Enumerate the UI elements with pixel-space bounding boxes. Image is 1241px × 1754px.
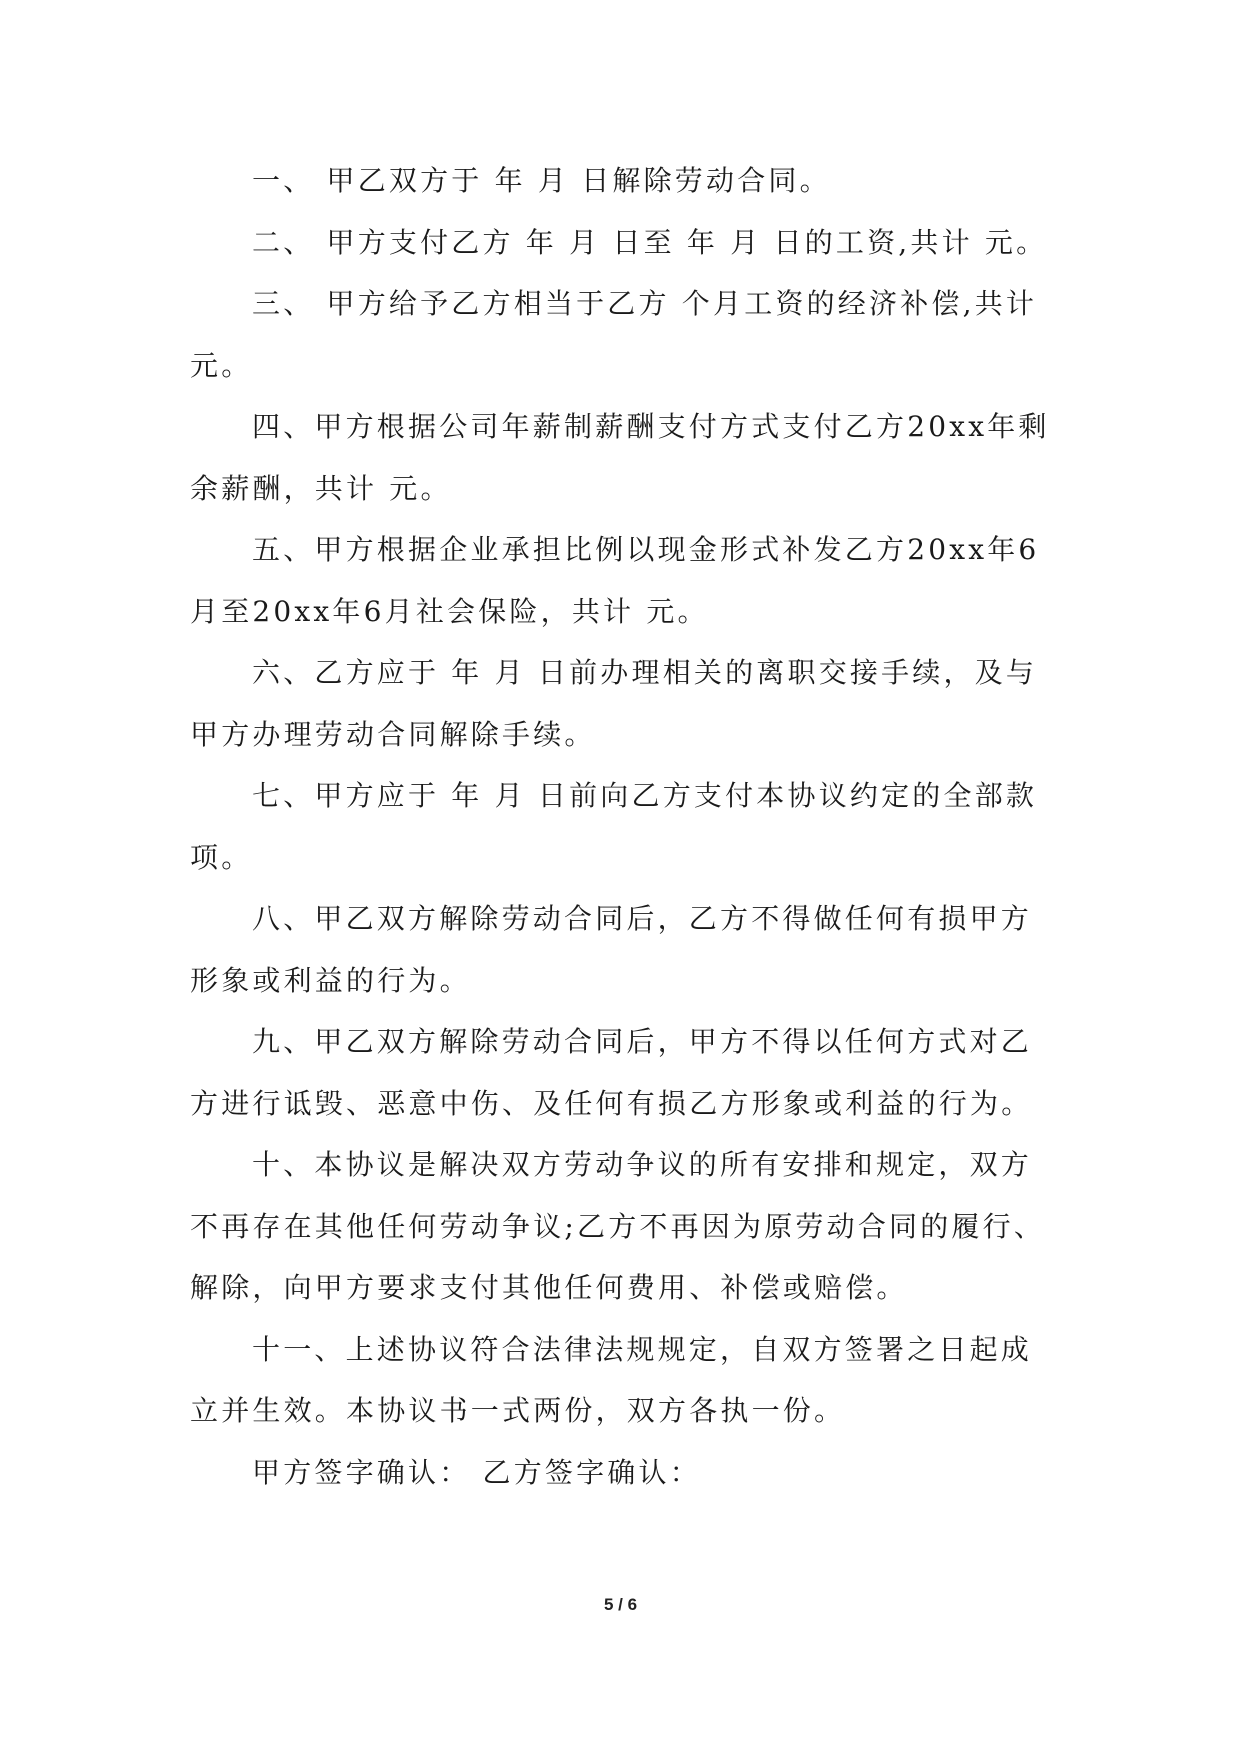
clause-6: 六、乙方应于 年 月 日前办理相关的离职交接手续，及与甲方办理劳动合同解除手续。 (190, 656, 1038, 751)
clause-2: 二、 甲方支付乙方 年 月 日至 年 月 日的工资,共计 元。 (252, 225, 1048, 259)
clause-4: 四、甲方根据公司年薪制薪酬支付方式支付乙方20xx年剩余薪酬，共计 元。 (190, 410, 1050, 505)
clause-9: 九、甲乙双方解除劳动合同后，甲方不得以任何方式对乙方进行诋毁、恶意中伤、及任何有损乙方形象或利益的行为。 (190, 1025, 1033, 1120)
clause-11: 十一、上述协议符合法律法规规定，自双方签署之日起成立并生效。本协议书一式两份，双方各执一份。 (190, 1332, 1033, 1427)
clause-8: 八、甲乙双方解除劳动合同后，乙方不得做任何有损甲方形象或利益的行为。 (190, 902, 1033, 997)
agreement-body (190, 150, 1060, 1503)
clause-5: 五、甲方根据企业承担比例以现金形式补发乙方20xx年6月至20xx年6月社会保险，共计 元。 (190, 533, 1040, 628)
clause-10: 十、本协议是解决双方劳动争议的所有安排和规定，双方不再存在其他任何劳动争议;乙方不再因为原劳动合同的履行、解除，向甲方要求支付其他任何费用、补偿或赔偿。 (190, 1148, 1046, 1304)
signature-line: 甲方签字确认： 乙方签字确认： (252, 1455, 701, 1489)
clause-1: 一、 甲乙双方于 年 月 日解除劳动合同。 (252, 164, 831, 197)
clause-7: 七、甲方应于 年 月 日前向乙方支付本协议约定的全部款项。 (190, 779, 1038, 874)
page-number: 5 / 6 (603, 1595, 638, 1614)
clause-3: 三、 甲方给予乙方相当于乙方 个月工资的经济补偿,共计 元。 (190, 287, 1038, 382)
